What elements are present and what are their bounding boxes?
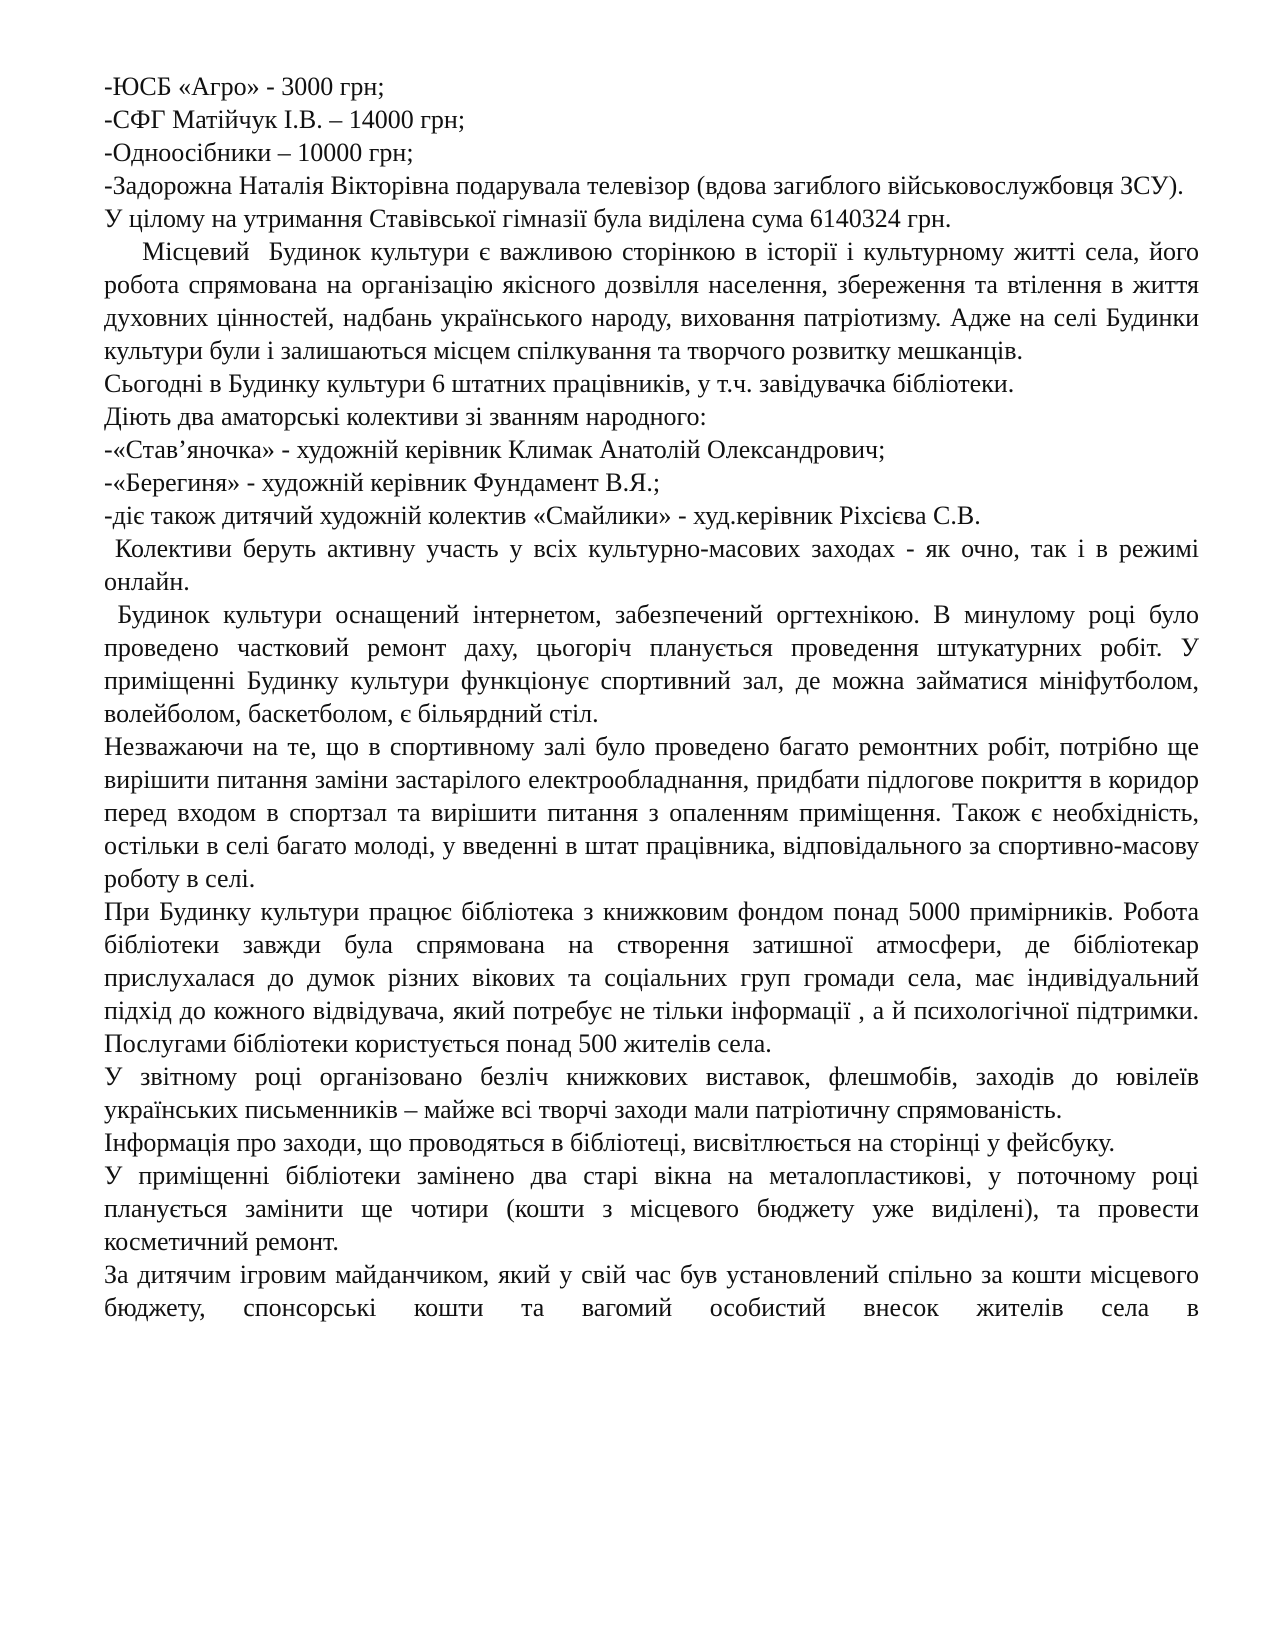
library-facebook: Інформація про заходи, що проводяться в бібліотеці, висвітлюється на сторінці у фейсбуку.	[104, 1128, 1116, 1157]
library-events: У звітному році організовано безліч книжкових виставок, флешмобів, заходів до ювілеїв українських письменників – майже всі творчі заходи мали патріотичну спрямованість.	[104, 1062, 1199, 1124]
library-windows: У приміщенні бібліотеки замінено два старі вікна на металопластикові, у поточному році планується замінити ще чотири (кошти з місцевого бюджету уже виділені), та провести косметичний ремонт.	[104, 1161, 1199, 1256]
culture-house-intro: Місцевий Будинок культури є важливою сторінкою в історії і культурному житті села, його робота спрямована на організацію якісного дозвілля населення, збереження та втілення в життя духовних цінностей, надбань українського народу, виховання патріотизму. Адже на селі Будинки культури були і залишаються місцем спілкування та творчого розвитку мешканців.	[104, 237, 1206, 365]
donor-line-agro: -ЮСБ «Агро» - 3000 грн;	[104, 72, 385, 101]
gymnasium-total: У цілому на утримання Ставівської гімназії була виділена сума 6140324 грн.	[104, 204, 952, 233]
culture-house-equipment: Будинок культури оснащений інтернетом, забезпечений оргтехнікою. В минулому році було проведено частковий ремонт даху, цьогоріч планується проведення штукатурних робіт. У приміщенні Будинку культури функціонує спортивний зал, де можна займатися мініфутболом, волейболом, баскетболом, є більярдний стіл.	[104, 600, 1206, 728]
document-page	[104, 70, 1206, 1324]
collective-smailyky: -діє також дитячий художній колектив «Смайлики» - худ.керівник Ріхсієва С.В.	[104, 501, 981, 530]
collectives-activity: Колективи беруть активну участь у всіх культурно-масових заходах - як очно, так і в режимі онлайн.	[104, 534, 1206, 596]
playground-paragraph: За дитячим ігровим майданчиком, який у свій час був установлений спільно за кошти місцевого бюджету, спонсорські кошти та вагомий особистий внесок жителів села в	[104, 1260, 1199, 1322]
library-overview: При Будинку культури працює бібліотека з книжковим фондом понад 5000 примірників. Робота бібліотеки завжди була спрямована на створення затишної атмосфери, де бібліотекар прислухалася до думок різних вікових та соціальних груп громади села, має індивідуальний підхід до кожного відвідувача, який потребує не тільки інформації , а й психологічної підтримки. Послугами бібліотеки користується понад 500 жителів села.	[104, 897, 1199, 1058]
collective-berehynia: -«Берегиня» - художній керівник Фундамент В.Я.;	[104, 468, 661, 497]
donor-line-individuals: -Одноосібники – 10000 грн;	[104, 138, 414, 167]
donor-line-tv: -Задорожна Наталія Вікторівна подарувала телевізор (вдова загиблого військовослужбовця ЗСУ).	[104, 171, 1184, 200]
sports-hall-needs: Незважаючи на те, що в спортивному залі було проведено багато ремонтних робіт, потрібно ще вирішити питання заміни застарілого електрообладнання, придбати підлогове покриття в коридор перед входом в спортзал та вирішити питання з опаленням приміщення. Також є необхідність, остільки в селі багато молоді, у введенні в штат працівника, відповідального за спортивно-масову роботу в селі.	[104, 732, 1199, 893]
collective-stavianochka: -«Став’яночка» - художній керівник Климак Анатолій Олександрович;	[104, 435, 886, 464]
collectives-heading: Діють два аматорські колективи зі званням народного:	[104, 402, 707, 431]
donor-line-sfg: -СФГ Матійчук І.В. – 14000 грн;	[104, 105, 466, 134]
staff-count: Сьогодні в Будинку культури 6 штатних працівників, у т.ч. завідувачка бібліотеки.	[104, 369, 1015, 398]
